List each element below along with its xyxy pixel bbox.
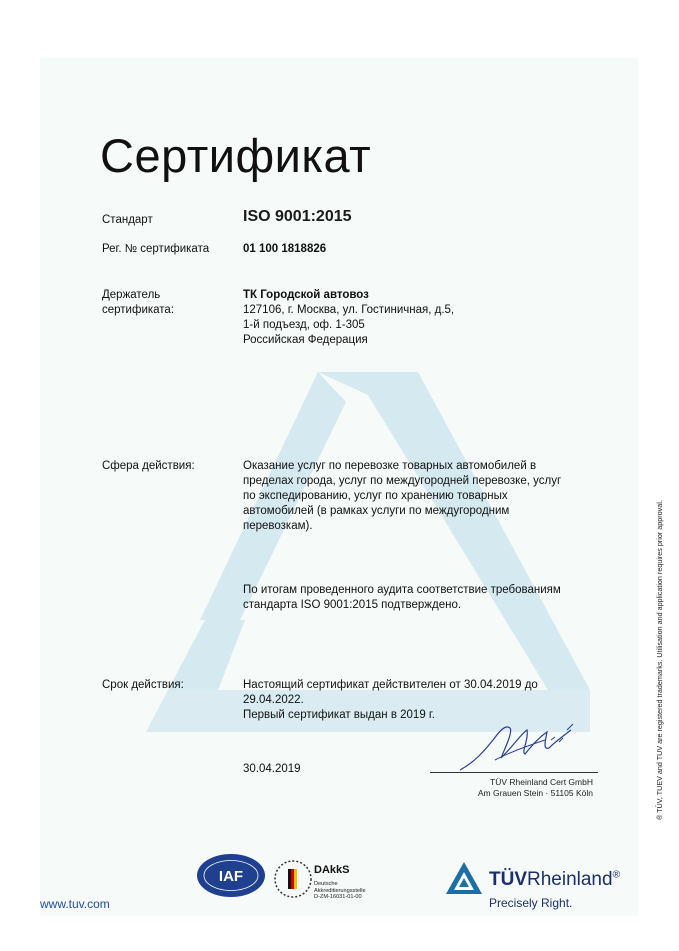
validity-line: Первый сертификат выдан в 2019 г. bbox=[243, 709, 435, 721]
iaf-logo bbox=[196, 853, 266, 898]
holder-label-line: сертификата: bbox=[102, 304, 175, 316]
holder-name: ТК Городской автовоз bbox=[243, 289, 369, 301]
issuer-line: Am Grauen Stein · 51105 Köln bbox=[477, 788, 593, 798]
certificate-title: Сертификат bbox=[100, 129, 372, 182]
signature-line bbox=[430, 772, 598, 773]
holder-address-line: 1-й подъезд, оф. 1-305 bbox=[243, 319, 365, 331]
dakks-line: D-ZM-16031-01-00 bbox=[314, 894, 362, 901]
scope-line: автомобилей (в рамках услуги по междугородним bbox=[243, 505, 510, 517]
registration-value: 01 100 1818826 bbox=[243, 243, 327, 255]
holder-label bbox=[102, 288, 174, 318]
dakks-name: DAkkS bbox=[314, 864, 350, 876]
issuer-block bbox=[430, 777, 593, 799]
holder-address-line: Российская Федерация bbox=[243, 334, 368, 346]
scope-line: пределах города, услуг по междугородней перевозке, услуг bbox=[243, 475, 562, 487]
trademark-note: ® TÜV, TUEV and TUV are registered trademarks. Utilisation and application requires prior approval. bbox=[655, 500, 664, 820]
standard-label: Стандарт bbox=[102, 214, 153, 226]
holder-details bbox=[243, 288, 454, 348]
website-link[interactable]: www.tuv.com bbox=[40, 897, 110, 911]
scope-line: по экспедированию, услуг по хранению товарных bbox=[243, 490, 508, 502]
validity-line: Настоящий сертификат действителен от 30.04.2019 до bbox=[243, 679, 538, 691]
tuv-brand-bold: TÜV bbox=[489, 869, 527, 890]
tuv-triangle-logo bbox=[444, 860, 484, 896]
issuer-line: TÜV Rheinland Cert GmbH bbox=[490, 777, 593, 787]
tuv-brand-regular: Rheinland bbox=[527, 869, 613, 890]
holder-label-line: Держатель bbox=[102, 289, 161, 301]
issue-date: 30.04.2019 bbox=[243, 763, 301, 775]
scope-label: Сфера действия: bbox=[102, 460, 195, 472]
dakks-line: Akkreditierungsstelle bbox=[314, 887, 366, 894]
standard-value: ISO 9001:2015 bbox=[243, 208, 352, 225]
validity-label: Срок действия: bbox=[102, 679, 184, 691]
tuv-slogan: Precisely Right. bbox=[489, 896, 573, 910]
registration-label: Рег. № сертификата bbox=[102, 243, 210, 255]
audit-line: По итогам проведенного аудита соответствие требованиям bbox=[243, 584, 561, 596]
tuv-brand bbox=[489, 869, 620, 891]
registered-mark: ® bbox=[612, 869, 620, 881]
dakks-line: Deutsche bbox=[314, 881, 338, 887]
audit-statement bbox=[243, 583, 603, 613]
scope-line: перевозкам). bbox=[243, 520, 313, 532]
dakks-logo-mark bbox=[273, 855, 313, 903]
scope-text bbox=[243, 459, 603, 534]
holder-address-line: 127106, г. Москва, ул. Гостиничная, д.5, bbox=[243, 304, 455, 316]
scope-line: Оказание услуг по перевозке товарных автомобилей в bbox=[243, 460, 537, 472]
validity-line: 29.04.2022. bbox=[243, 694, 304, 706]
iaf-logo-text: IAF bbox=[218, 868, 244, 885]
audit-line: стандарта ISO 9001:2015 подтверждено. bbox=[243, 599, 462, 611]
dakks-details bbox=[314, 881, 366, 901]
signature-image bbox=[455, 700, 585, 780]
